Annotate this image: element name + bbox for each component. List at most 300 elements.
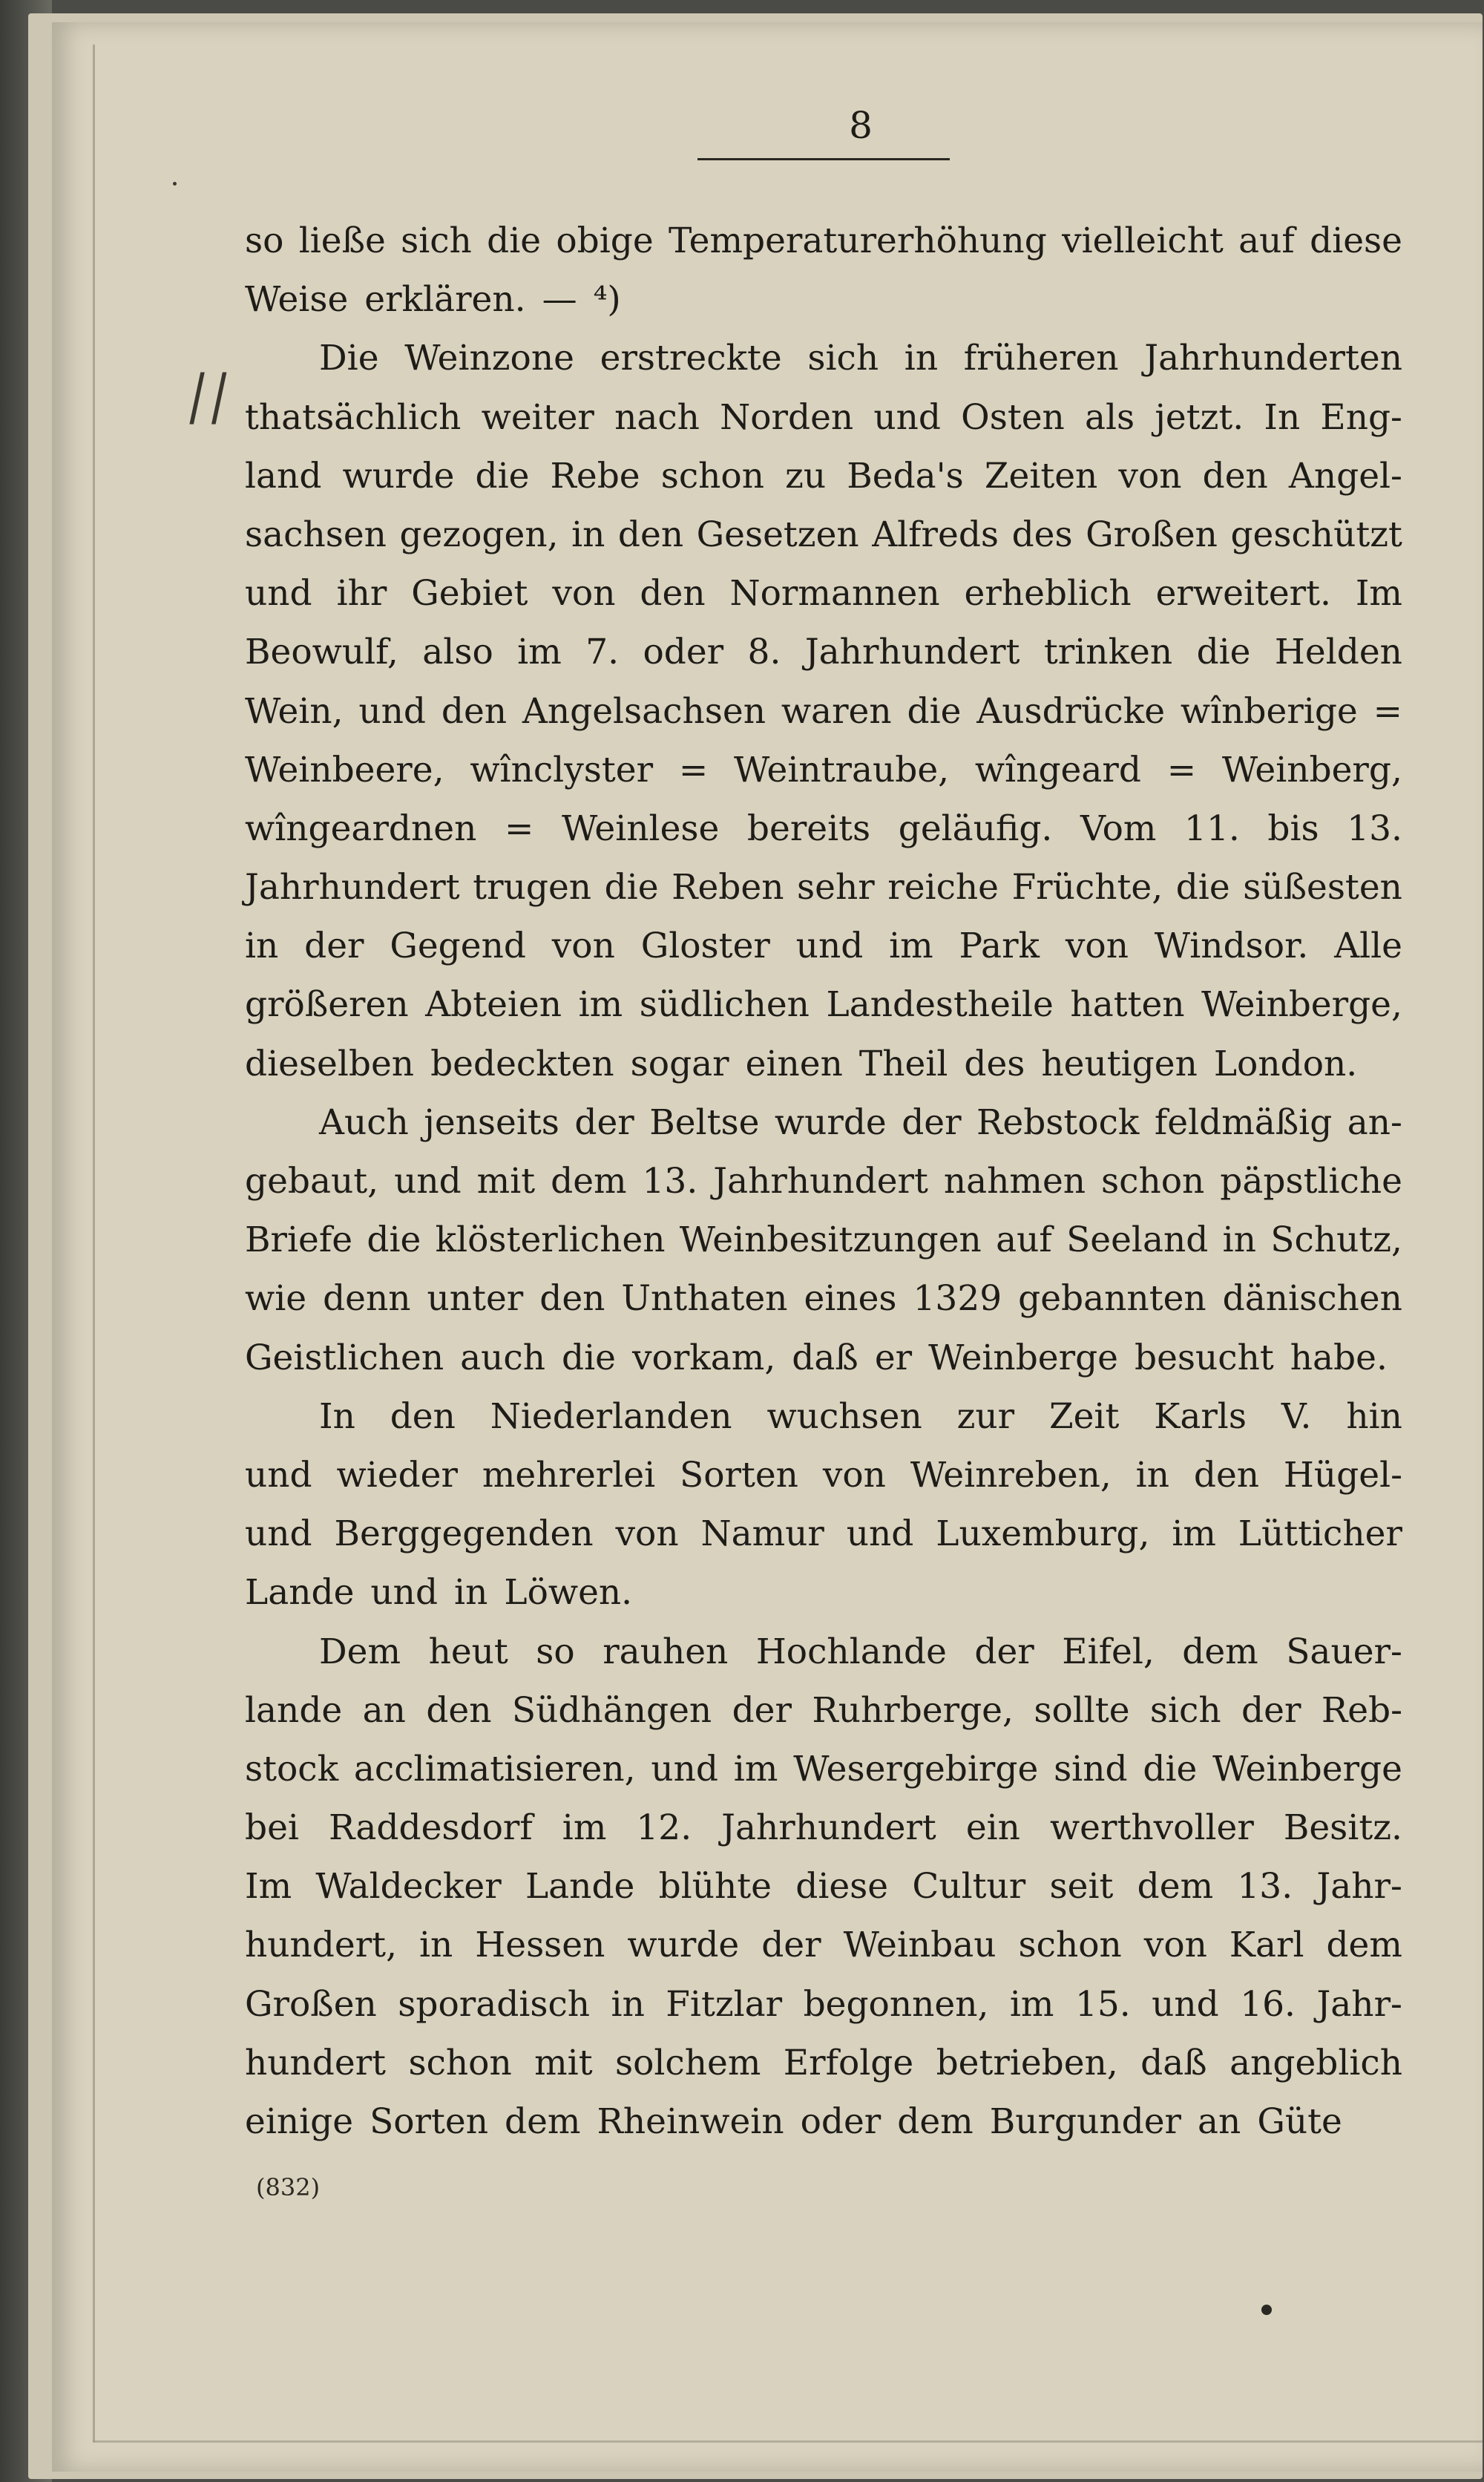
- text-line: [245, 270, 1402, 329]
- word: auf: [996, 1219, 1052, 1261]
- word: seit: [1049, 1866, 1114, 1908]
- word: Besitz.: [1283, 1807, 1402, 1849]
- word: rauhen: [603, 1631, 729, 1672]
- word: gebaut,: [245, 1161, 379, 1202]
- word: Jahrhundert: [721, 1807, 936, 1849]
- word: und: [245, 1454, 312, 1496]
- word: Jahrhundert: [804, 632, 1020, 673]
- word: päpstliche: [1220, 1161, 1402, 1202]
- word: den: [426, 1689, 492, 1731]
- word: Gesetzen: [696, 514, 859, 555]
- text-line: [245, 1681, 1402, 1740]
- word: In: [319, 1395, 355, 1437]
- word: erheblich: [964, 573, 1132, 615]
- word: die: [604, 867, 659, 908]
- word: sollte: [1034, 1689, 1130, 1731]
- body-text: [245, 212, 1402, 2151]
- word: sogar: [630, 1043, 729, 1084]
- text-line: [245, 858, 1402, 917]
- word: Großen: [1086, 514, 1218, 555]
- word: heutigen: [1041, 1043, 1198, 1084]
- word: bereits: [746, 808, 871, 849]
- word: Angel-: [1288, 455, 1402, 497]
- header-rule: [697, 158, 950, 160]
- word: Ruhrberge,: [812, 1689, 1014, 1731]
- word: zur: [956, 1395, 1015, 1437]
- word: wîngeardnen: [245, 808, 477, 849]
- text-line: [245, 1857, 1402, 1916]
- word: Im: [1355, 573, 1402, 615]
- word: Rheinwein: [597, 2101, 784, 2142]
- page-bottom-edge-line: [93, 2440, 1483, 2443]
- word: in: [418, 1925, 453, 1966]
- word: Weinreben,: [910, 1454, 1112, 1496]
- word: im: [733, 1748, 778, 1790]
- word: dem: [897, 2101, 974, 2142]
- word: Jahr-: [1316, 1866, 1402, 1908]
- word: Fitzlar: [666, 1983, 783, 2025]
- word: ein: [965, 1807, 1020, 1849]
- word: wîngeard: [974, 749, 1141, 790]
- word: an: [362, 1689, 406, 1731]
- text-line: [245, 564, 1402, 623]
- word: dem: [505, 2101, 581, 2142]
- speck: [173, 182, 177, 186]
- word: oder: [800, 2101, 881, 2142]
- text-line: [245, 1446, 1402, 1504]
- word: sind: [1054, 1748, 1128, 1790]
- word: im: [889, 926, 933, 967]
- word: 13.: [1237, 1866, 1293, 1908]
- word: auch: [460, 1337, 546, 1378]
- word: sich: [1149, 1689, 1221, 1731]
- word: thatsächlich: [245, 396, 462, 438]
- word: Auch: [319, 1101, 409, 1143]
- word: die: [907, 690, 962, 732]
- word: vorkam,: [631, 1337, 776, 1378]
- word: in: [571, 514, 605, 555]
- word: von: [822, 1454, 886, 1496]
- word: denn: [323, 1278, 411, 1320]
- word: bis: [1267, 808, 1319, 849]
- text-line: [245, 975, 1402, 1034]
- word: erklären.: [364, 279, 526, 321]
- printer-signature: (832): [256, 2173, 321, 2201]
- word: Rebstock: [976, 1101, 1140, 1143]
- word: Hessen: [475, 1925, 605, 1966]
- word: die: [562, 1337, 616, 1378]
- word: stock: [245, 1748, 339, 1790]
- word: =: [1373, 690, 1402, 732]
- word: Sorten: [370, 2101, 488, 2142]
- word: heut: [428, 1631, 508, 1672]
- text-line: [245, 1798, 1402, 1857]
- word: Waldecker: [315, 1866, 502, 1908]
- word: ⁴): [593, 279, 621, 321]
- word: der: [902, 1101, 962, 1143]
- word: gebannten: [1018, 1278, 1206, 1320]
- text-line: [245, 212, 1402, 270]
- word: und: [245, 1513, 312, 1555]
- word: des: [1011, 514, 1073, 555]
- word: Sauer-: [1286, 1631, 1402, 1672]
- word: Jahr-: [1316, 1983, 1402, 2025]
- word: Eng-: [1320, 396, 1402, 438]
- text-line: [245, 1975, 1402, 2034]
- word: 11.: [1184, 808, 1240, 849]
- word: hatten: [1070, 984, 1185, 1026]
- word: Weise: [245, 279, 349, 321]
- word: werthvoller: [1049, 1807, 1254, 1849]
- word: Angelsachsen: [522, 690, 766, 732]
- word: diese: [795, 1866, 889, 1908]
- text-line: [245, 741, 1402, 799]
- word: im: [562, 1807, 607, 1849]
- word: Großen: [245, 1983, 377, 2025]
- word: wînberige: [1180, 690, 1358, 732]
- page-number: 8: [849, 104, 873, 147]
- word: Eifel,: [1062, 1631, 1155, 1672]
- word: sehr: [797, 867, 875, 908]
- word: an: [1198, 2101, 1241, 2142]
- text-line: [245, 1329, 1402, 1387]
- word: Sorten: [680, 1454, 798, 1496]
- word: in: [1135, 1454, 1169, 1496]
- word: =: [504, 808, 534, 849]
- word: von: [551, 926, 615, 967]
- word: Gegend: [390, 926, 526, 967]
- word: Weinberg,: [1221, 749, 1402, 790]
- word: Weinberge,: [1201, 984, 1402, 1026]
- word: Löwen.: [504, 1572, 633, 1614]
- word: nahmen: [943, 1161, 1086, 1202]
- word: Vom: [1080, 808, 1157, 849]
- word: Erfolge: [783, 2042, 914, 2083]
- word: geläufig.: [898, 808, 1053, 849]
- word: in: [611, 1983, 645, 2025]
- word: den: [1202, 455, 1268, 497]
- word: Reb-: [1321, 1689, 1402, 1731]
- word: den: [617, 514, 684, 555]
- text-line: [245, 1152, 1402, 1211]
- word: Lande: [525, 1866, 635, 1908]
- word: und: [795, 926, 864, 967]
- word: dem: [1137, 1866, 1214, 1908]
- word: wurde: [627, 1925, 740, 1966]
- word: und: [370, 1572, 439, 1614]
- word: Reben: [672, 867, 784, 908]
- word: London.: [1213, 1043, 1358, 1084]
- word: von: [1065, 926, 1129, 967]
- word: und: [846, 1513, 914, 1555]
- word: Jahrhundert: [713, 1161, 928, 1202]
- word: 15.: [1074, 1983, 1131, 2025]
- word: erstreckte: [600, 338, 782, 379]
- word: im: [517, 632, 562, 673]
- word: von: [615, 1513, 679, 1555]
- word: 1329: [913, 1278, 1002, 1320]
- word: vielleicht: [1062, 220, 1224, 261]
- word: des: [964, 1043, 1025, 1084]
- word: dieselben: [245, 1043, 415, 1084]
- word: so: [536, 1631, 575, 1672]
- word: der: [732, 1689, 792, 1731]
- word: Weinberge: [1212, 1748, 1402, 1790]
- word: von: [552, 573, 616, 615]
- word: den: [640, 573, 706, 615]
- margin-pencil-mark: ||: [183, 364, 240, 425]
- word: der: [974, 1631, 1034, 1672]
- word: weiter: [481, 396, 594, 438]
- word: land: [245, 455, 322, 497]
- word: die: [487, 220, 542, 261]
- word: In: [1264, 396, 1301, 438]
- word: Wein,: [245, 690, 344, 732]
- word: Geistlichen: [245, 1337, 444, 1378]
- word: in: [454, 1572, 488, 1614]
- word: der: [304, 926, 364, 967]
- word: begonnen,: [803, 1983, 989, 2025]
- word: Dem: [319, 1631, 401, 1672]
- word: wie: [245, 1278, 307, 1320]
- text-line: [245, 1563, 1402, 1622]
- word: an-: [1347, 1101, 1402, 1143]
- word: einen: [745, 1043, 843, 1084]
- word: Weinbesitzungen: [679, 1219, 982, 1261]
- word: zu: [785, 455, 827, 497]
- text-line: [245, 1387, 1402, 1446]
- word: —: [542, 279, 577, 321]
- word: Park: [959, 926, 1040, 967]
- word: Weinzone: [404, 338, 574, 379]
- word: dem: [1182, 1631, 1258, 1672]
- word: Landestheile: [826, 984, 1054, 1026]
- word: Briefe: [245, 1219, 353, 1261]
- word: habe.: [1290, 1337, 1388, 1378]
- word: sich: [807, 338, 879, 379]
- word: die: [1143, 1748, 1198, 1790]
- word: Zeiten: [984, 455, 1098, 497]
- word: betrieben,: [936, 2042, 1118, 2083]
- word: trinken: [1043, 632, 1173, 673]
- word: die: [367, 1219, 421, 1261]
- word: süßesten: [1243, 867, 1402, 908]
- word: trugen: [473, 867, 592, 908]
- word: den: [1193, 1454, 1260, 1496]
- word: V.: [1281, 1395, 1312, 1437]
- word: jetzt.: [1155, 396, 1244, 438]
- text-line: [245, 682, 1402, 741]
- word: und: [1152, 1983, 1219, 2025]
- text-line: [245, 2034, 1402, 2092]
- word: geschützt: [1230, 514, 1402, 555]
- word: den: [441, 690, 508, 732]
- word: hundert,: [245, 1925, 398, 1966]
- word: und: [651, 1748, 719, 1790]
- word: Seeland: [1066, 1219, 1209, 1261]
- text-line: [245, 1211, 1402, 1269]
- word: schon: [408, 2042, 512, 2083]
- word: klösterlichen: [435, 1219, 666, 1261]
- word: auf: [1238, 220, 1295, 261]
- word: sporadisch: [398, 1983, 591, 2025]
- word: Beltse: [649, 1101, 760, 1143]
- word: Jahrhunderten: [1144, 338, 1402, 379]
- word: den: [539, 1278, 605, 1320]
- word: schon: [1101, 1161, 1205, 1202]
- word: Gloster: [640, 926, 770, 967]
- word: hin: [1346, 1395, 1402, 1437]
- word: wurde: [774, 1101, 887, 1143]
- word: erweitert.: [1155, 573, 1331, 615]
- word: 8.: [747, 632, 781, 673]
- word: Luxemburg,: [936, 1513, 1150, 1555]
- word: wînclyster: [470, 749, 654, 790]
- word: Lütticher: [1238, 1513, 1402, 1555]
- word: gezogen,: [399, 514, 559, 555]
- word: daß: [1140, 2042, 1207, 2083]
- word: Weinlese: [561, 808, 720, 849]
- text-line: [245, 329, 1402, 387]
- word: reiche: [887, 867, 999, 908]
- word: in: [904, 338, 939, 379]
- word: Norden: [720, 396, 854, 438]
- word: Theil: [858, 1043, 948, 1084]
- word: Ausdrücke: [976, 690, 1166, 732]
- word: mehrerlei: [482, 1454, 656, 1496]
- word: obige: [556, 220, 654, 261]
- word: er: [874, 1337, 913, 1378]
- word: wurde: [342, 455, 455, 497]
- text-line: [245, 1093, 1402, 1152]
- word: Windsor.: [1154, 926, 1309, 967]
- word: also: [422, 632, 493, 673]
- word: bedeckten: [430, 1043, 614, 1084]
- word: 13.: [642, 1161, 698, 1202]
- word: Südhängen: [511, 1689, 712, 1731]
- word: von: [1118, 455, 1182, 497]
- text-line: [245, 1035, 1402, 1093]
- word: Güte: [1257, 2101, 1342, 2142]
- word: früheren: [963, 338, 1119, 379]
- word: Zeit: [1048, 1395, 1120, 1437]
- word: besucht: [1134, 1337, 1274, 1378]
- text-line: [245, 1740, 1402, 1798]
- word: 7.: [585, 632, 620, 673]
- word: 12.: [636, 1807, 692, 1849]
- word: blühte: [658, 1866, 772, 1908]
- page-fold-line: [93, 45, 95, 2442]
- text-line: [245, 388, 1402, 447]
- word: Beda's: [847, 455, 964, 497]
- word: jenseits: [424, 1101, 559, 1143]
- word: Hügel-: [1283, 1454, 1402, 1496]
- word: Lande: [245, 1572, 355, 1614]
- word: ihr: [336, 573, 387, 615]
- text-line: [245, 799, 1402, 858]
- word: in: [1222, 1219, 1256, 1261]
- word: bei: [245, 1807, 299, 1849]
- word: 13.: [1347, 808, 1402, 849]
- word: dänischen: [1222, 1278, 1402, 1320]
- word: der: [761, 1925, 821, 1966]
- word: und: [245, 573, 312, 615]
- word: unter: [427, 1278, 524, 1320]
- word: angeblich: [1229, 2042, 1402, 2083]
- word: Raddesdorf: [328, 1807, 533, 1849]
- text-line: [245, 505, 1402, 564]
- word: den: [390, 1395, 456, 1437]
- word: im: [578, 984, 623, 1026]
- word: Weinberge: [928, 1337, 1118, 1378]
- word: Alle: [1334, 926, 1402, 967]
- word: waren: [781, 690, 892, 732]
- word: als: [1084, 396, 1135, 438]
- word: Burgunder: [989, 2101, 1182, 2142]
- word: Rebe: [550, 455, 640, 497]
- word: Unthaten: [621, 1278, 788, 1320]
- word: Helden: [1274, 632, 1402, 673]
- word: schon: [1018, 1925, 1122, 1966]
- word: Abteien: [425, 984, 562, 1026]
- word: Beowulf,: [245, 632, 398, 673]
- word: die: [475, 455, 530, 497]
- word: Schutz,: [1270, 1219, 1402, 1261]
- word: Karls: [1154, 1395, 1247, 1437]
- word: nach: [614, 396, 700, 438]
- word: Osten: [961, 396, 1065, 438]
- word: und: [394, 1161, 462, 1202]
- word: Weintraube,: [734, 749, 950, 790]
- text-line: [245, 2092, 1402, 2151]
- word: Weinbau: [843, 1925, 997, 1966]
- word: 16.: [1240, 1983, 1296, 2025]
- word: südlichen: [639, 984, 810, 1026]
- word: lande: [245, 1689, 343, 1731]
- text-line: [245, 1269, 1402, 1328]
- word: und: [358, 690, 427, 732]
- word: dem: [551, 1161, 627, 1202]
- word: Niederlanden: [490, 1395, 732, 1437]
- word: wuchsen: [766, 1395, 922, 1437]
- word: sich: [401, 220, 472, 261]
- word: Gebiet: [411, 573, 528, 615]
- word: so: [245, 220, 284, 261]
- word: eines: [804, 1278, 897, 1320]
- word: Karl: [1229, 1925, 1304, 1966]
- word: Cultur: [912, 1866, 1026, 1908]
- word: von: [1143, 1925, 1207, 1966]
- word: acclimatisieren,: [353, 1748, 636, 1790]
- word: größeren: [245, 984, 409, 1026]
- word: Früchte,: [1011, 867, 1163, 908]
- text-line: [245, 1916, 1402, 1974]
- word: der: [574, 1101, 634, 1143]
- text-line: [245, 917, 1402, 975]
- word: Normannen: [729, 573, 940, 615]
- word: mit: [476, 1161, 536, 1202]
- word: schon: [660, 455, 764, 497]
- word: die: [1196, 632, 1251, 673]
- word: Wesergebirge: [793, 1748, 1039, 1790]
- word: Weinbeere,: [245, 749, 444, 790]
- word: Namur: [700, 1513, 824, 1555]
- word: Im: [245, 1866, 292, 1908]
- word: feldmäßig: [1154, 1101, 1333, 1143]
- word: hundert: [245, 2042, 387, 2083]
- word: mit: [534, 2042, 593, 2083]
- word: Hochlande: [755, 1631, 947, 1672]
